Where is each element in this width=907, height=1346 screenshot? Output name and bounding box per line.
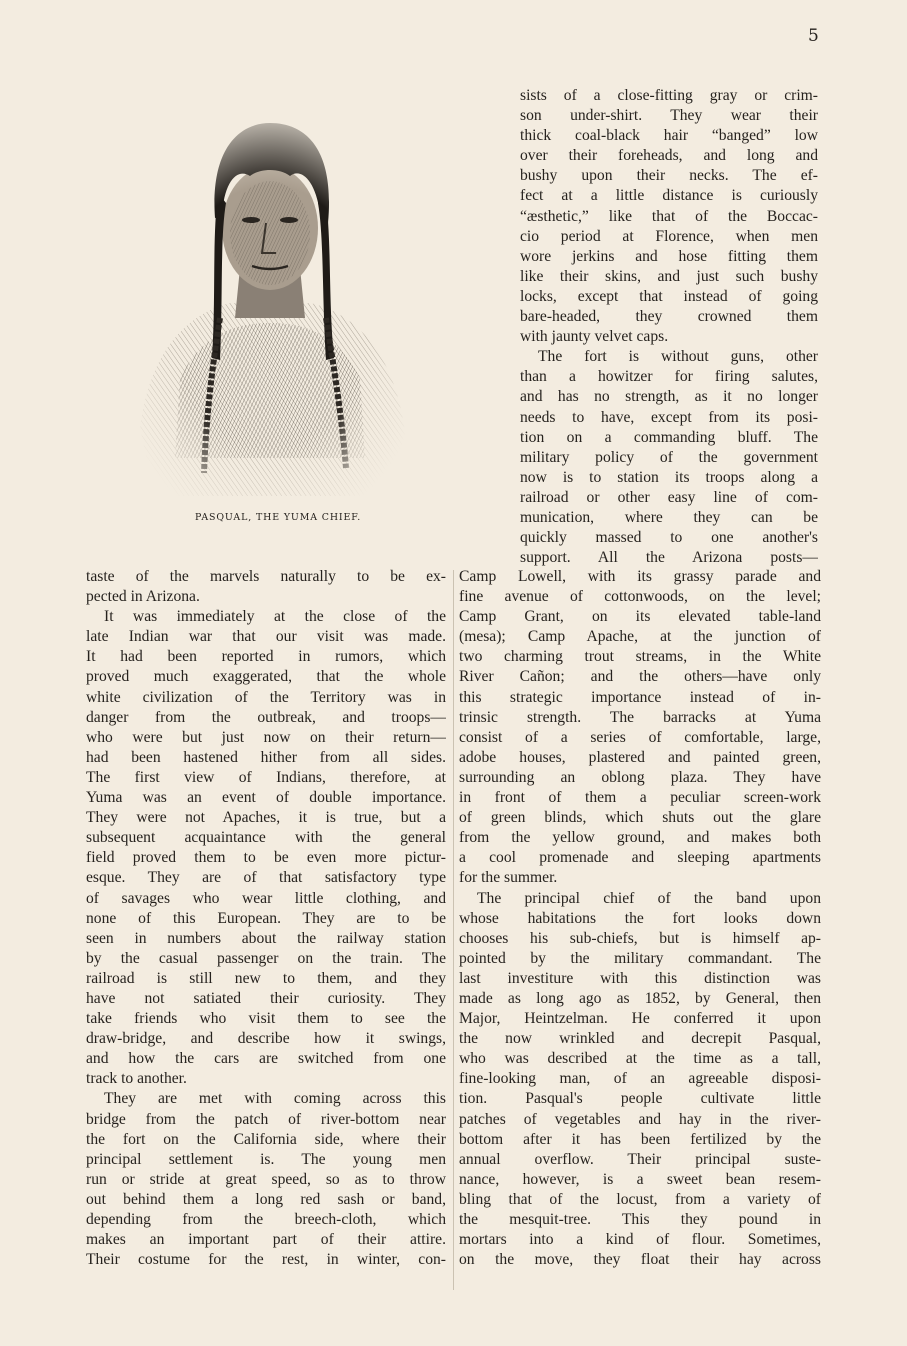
text-line: esque. They are of that satisfactory type [86, 869, 446, 887]
text-line: quickly massed to one another's [520, 529, 818, 547]
text-line: on the move, they float their hay across [459, 1251, 821, 1269]
text-line: of savages who wear little clothing, and [86, 889, 446, 907]
text-line: draw-bridge, and describe how it swings, [86, 1030, 446, 1048]
column-divider [453, 570, 454, 1290]
text-line: track to another. [86, 1070, 187, 1088]
text-line: who was described at the time as a tall, [459, 1050, 821, 1068]
text-line: pected in Arizona. [86, 588, 200, 606]
text-line: munication, where they can be [520, 508, 818, 526]
text-line: bare-headed, they crowned them [520, 308, 818, 326]
text-line: made as long ago as 1852, by General, then [459, 989, 821, 1007]
page-number: 5 [808, 26, 819, 46]
text-line: They are met with coming across this [104, 1090, 446, 1108]
text-line: late Indian war that our visit was made. [86, 628, 446, 646]
left-column [86, 567, 446, 1270]
text-line: bushy upon their necks. The ef- [520, 167, 818, 185]
text-line: military policy of the government [520, 448, 818, 466]
text-line: the fort on the California side, where their [86, 1130, 446, 1148]
right-column-top [520, 86, 818, 568]
text-line: Their costume for the rest, in winter, con- [86, 1251, 446, 1269]
text-line: tion. Pasqual's people cultivate little [459, 1090, 821, 1108]
text-line: run or stride at great speed, so as to throw [86, 1170, 446, 1188]
text-line: chooses his sub-chiefs, but is himself ap- [459, 929, 821, 947]
text-line: and has no strength, as it no longer [520, 388, 818, 406]
text-line: surrounding an oblong plaza. They have [459, 768, 821, 786]
text-line: Yuma was an event of double importance. [86, 789, 446, 807]
text-line: The principal chief of the band upon [477, 889, 821, 907]
text-line: railroad or other easy line of com- [520, 488, 818, 506]
text-line: in front of them a peculiar screen-work [459, 789, 821, 807]
text-line: two charming trout streams, in the White [459, 648, 821, 666]
text-line: support. All the Arizona posts— [520, 549, 818, 567]
text-line: railroad is still new to them, and they [86, 969, 446, 987]
text-line: They were not Apaches, it is true, but a [86, 809, 446, 827]
text-line: cio period at Florence, when men [520, 227, 818, 245]
text-line: nance, however, is a sweet bean resem- [459, 1170, 821, 1188]
text-line: proved much exaggerated, that the whole [86, 668, 446, 686]
text-line: like their skins, and just such bushy [520, 267, 818, 285]
text-line: bling that of the locust, from a variety of [459, 1190, 821, 1208]
text-line: sists of a close-fitting gray or crim- [520, 87, 818, 104]
text-line: subsequent acquaintance with the general [86, 829, 446, 847]
text-line: field proved them to be even more pictur- [86, 849, 446, 867]
text-line: mortars into a kind of flour. Sometimes, [459, 1231, 821, 1249]
text-line: needs to have, except from its posi- [520, 408, 818, 426]
text-line: Camp Lowell, with its grassy parade and [459, 568, 821, 585]
text-line: whose habitations the fort looks down [459, 909, 821, 927]
text-line: patches of vegetables and hay in the river- [459, 1110, 821, 1128]
text-line: bridge from the patch of river-bottom near [86, 1110, 446, 1128]
text-line: with jaunty velvet caps. [520, 328, 669, 346]
text-line: depending from the breech-cloth, which [86, 1211, 446, 1228]
text-line: by the casual passenger on the train. The [86, 949, 446, 967]
text-line: principal settlement is. The young men [86, 1150, 446, 1168]
text-line: fine-looking man, of an agreeable disposi- [459, 1070, 821, 1088]
text-line: white civilization of the Territory was in [86, 688, 446, 706]
text-line: had been hastened hither from all sides. [86, 748, 446, 766]
text-line: out behind them a long red sash or band, [86, 1190, 446, 1208]
text-line: (mesa); Camp Apache, at the junction of [459, 628, 821, 646]
text-line: a cool promenade and sleeping apartments [459, 849, 821, 867]
text-line: wore jerkins and hose fitting them [520, 247, 818, 265]
text-line: The first view of Indians, therefore, at [86, 768, 446, 786]
text-line: Major, Heintzelman. He conferred it upon [459, 1010, 821, 1028]
text-line: son under-shirt. They wear their [520, 107, 818, 125]
text-line: pointed by the military commandant. The [459, 949, 821, 967]
text-line: seen in numbers about the railway station [86, 929, 446, 947]
text-line: have not satiated their curiosity. They [86, 989, 446, 1007]
text-line: The fort is without guns, other [538, 348, 818, 366]
text-line: none of this European. They are to be [86, 909, 446, 927]
text-line: thick coal-black hair “banged” low [520, 127, 818, 145]
text-line: Camp Grant, on its elevated table-land [459, 608, 821, 626]
text-line: this strategic importance instead of in- [459, 688, 821, 706]
text-line: for the summer. [459, 869, 558, 887]
text-line: locks, except that instead of going [520, 287, 818, 305]
text-line: danger from the outbreak, and troops— [86, 708, 446, 726]
text-line: bottom after it has been fertilized by the [459, 1130, 821, 1148]
text-line: taste of the marvels naturally to be ex- [86, 568, 446, 585]
text-line: annual overflow. Their principal suste- [459, 1150, 821, 1168]
text-line: who were but just now on their return— [86, 728, 446, 746]
text-line: and how the cars are switched from one [86, 1050, 446, 1068]
text-line: “æsthetic,” like that of the Boccac- [520, 207, 818, 225]
text-line: of green blinds, which shuts out the glare [459, 809, 821, 827]
figure-caption: PASQUAL, THE YUMA CHIEF. [195, 512, 362, 523]
text-line: the now wrinkled and decrepit Pasqual, [459, 1030, 821, 1048]
right-column [459, 567, 821, 1270]
text-line: last investiture with this distinction was [459, 969, 821, 987]
text-line: trinsic strength. The barracks at Yuma [459, 708, 821, 726]
text-line: fect at a little distance is curiously [520, 187, 818, 205]
text-line: from the yellow ground, and makes both [459, 829, 821, 847]
text-line: makes an important part of their attire. [86, 1231, 446, 1249]
portrait-engraving [120, 98, 420, 496]
text-line: take friends who visit them to see the [86, 1010, 446, 1028]
text-line: fine avenue of cottonwoods, on the level; [459, 588, 821, 606]
text-line: It had been reported in rumors, which [86, 648, 446, 666]
text-line: than a howitzer for firing salutes, [520, 368, 818, 386]
text-line: adobe houses, plastered and painted green, [459, 748, 821, 766]
text-line: consist of a series of comfortable, large, [459, 728, 821, 746]
text-line: the mesquit-tree. This they pound in [459, 1211, 821, 1228]
text-line: It was immediately at the close of the [104, 608, 446, 626]
text-line: tion on a commanding bluff. The [520, 428, 818, 446]
text-line: now is to station its troops along a [520, 468, 818, 486]
text-line: over their foreheads, and long and [520, 147, 818, 165]
text-line: River Cañon; and the others—have only [459, 668, 821, 686]
